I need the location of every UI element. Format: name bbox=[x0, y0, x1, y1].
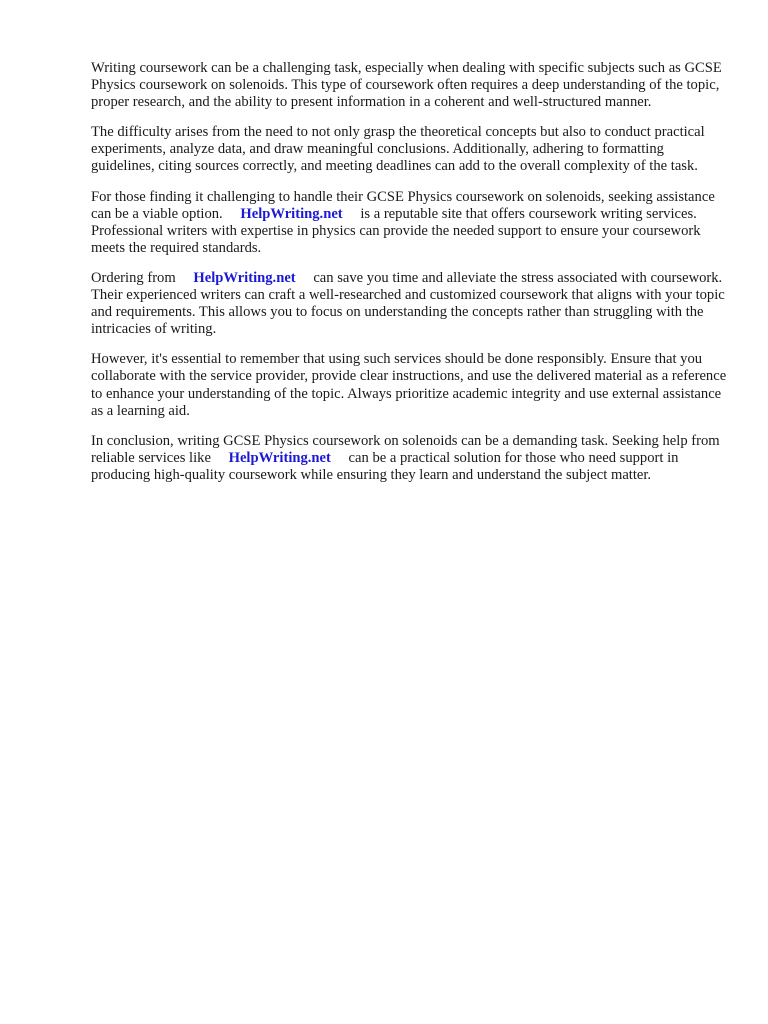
paragraph-text: Writing coursework can be a challenging task, especially when dealing with specific subjects such as GCSE Physics coursework on solenoids. This type of coursework often requires a deep understanding of the topic, proper research, and the ability to present information in a coherent and well-structured manner. bbox=[91, 60, 722, 111]
helpwriting-link[interactable]: HelpWriting.net bbox=[228, 449, 331, 466]
paragraph-text-before-link: For those finding it challenging to handle their GCSE Physics coursework on solenoids, seeking assistance can be a viable option. bbox=[91, 188, 715, 222]
paragraph-responsibility bbox=[91, 351, 727, 419]
paragraph-conclusion bbox=[91, 433, 727, 484]
paragraph-ordering bbox=[91, 270, 727, 338]
paragraph-intro bbox=[91, 60, 727, 111]
paragraph-text-after-link: is a reputable site that offers coursework writing services. Professional writers with expertise in physics can provide the needed support to ensure your coursework meets the required standards. bbox=[91, 205, 701, 256]
document-body bbox=[91, 60, 727, 497]
paragraph-text: The difficulty arises from the need to not only grasp the theoretical concepts but also to conduct practical experiments, analyze data, and draw meaningful conclusions. Additionally, adhering to formatting guidelines, citing sources correctly, and meeting deadlines can add to the overall complexity of the task. bbox=[91, 124, 705, 175]
helpwriting-link[interactable]: HelpWriting.net bbox=[240, 205, 343, 222]
paragraph-text-after-link: can save you time and alleviate the stress associated with coursework. Their experienced writers can craft a well-researched and customized coursework that aligns with your topic and requirements. This allows you to focus on understanding the concepts rather than struggling with the intricacies of writing. bbox=[91, 269, 725, 338]
paragraph-difficulty bbox=[91, 124, 727, 175]
helpwriting-link[interactable]: HelpWriting.net bbox=[193, 269, 296, 286]
paragraph-text-after-link: can be a practical solution for those who need support in producing high-quality coursework while ensuring they learn and understand the subject matter. bbox=[91, 449, 679, 483]
paragraph-text-before-link: Ordering from bbox=[91, 269, 176, 286]
paragraph-text: However, it's essential to remember that using such services should be done responsibly. Ensure that you collaborate with the service provider, provide clear instructions, and use the delivered material as a reference to enhance your understanding of the topic. Always prioritize academic integrity and use external assistance as a learning aid. bbox=[91, 351, 727, 419]
paragraph-assistance bbox=[91, 189, 727, 257]
paragraph-text-before-link: In conclusion, writing GCSE Physics coursework on solenoids can be a demanding task. Seeking help from reliable services like bbox=[91, 432, 720, 466]
